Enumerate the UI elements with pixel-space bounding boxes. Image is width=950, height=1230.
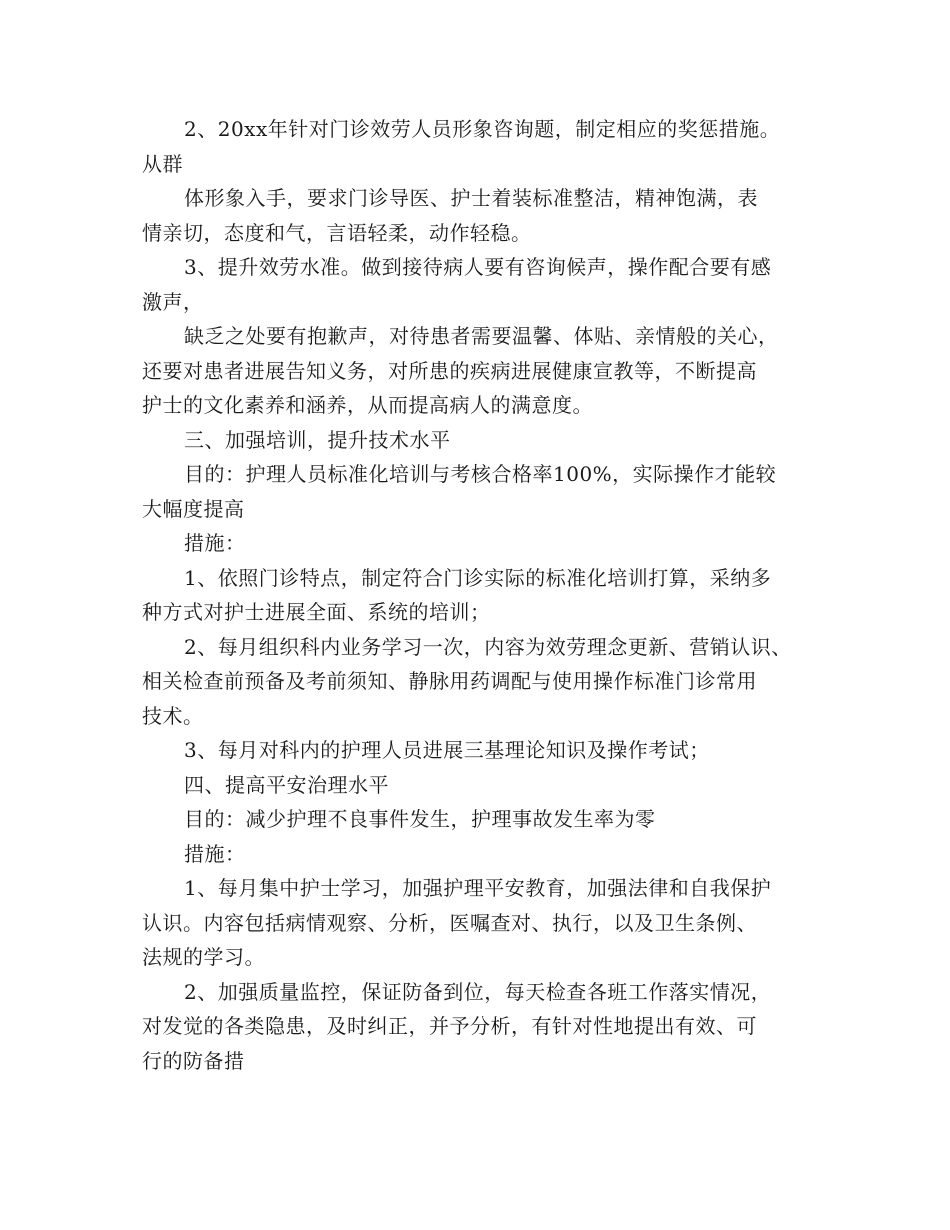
text-line: 目的：护理人员标准化培训与考核合格率100%，实际操作才能较	[184, 462, 777, 486]
text-line: 2、每月组织科内业务学习一次，内容为效劳理念更新、营销认识、	[184, 634, 792, 659]
text-line: 1、依照门诊特点，制定符合门诊实际的标准化培训打算，采纳多	[184, 565, 772, 590]
text-line: 2、加强质量监控，保证防备到位，每天检查各班工作落实情况，	[184, 979, 772, 1004]
section-heading: 四、提高平安治理水平	[184, 772, 389, 797]
text-line: 3、提升效劳水准。做到接待病人要有咨询候声，操作配合要有感	[184, 255, 772, 279]
text-line: 缺乏之处要有抱歉声，对待患者需要温馨、体贴、亲情般的关心，	[184, 324, 779, 348]
text-line: 认识。内容包括病情观察、分析，医嘱查对、执行，以及卫生条例、	[142, 910, 757, 935]
text-line: 情亲切，态度和气，言语轻柔，动作轻稳。	[142, 220, 532, 245]
text-line: 措施：	[184, 841, 246, 866]
text-line: 2、20xx年针对门诊效劳人员形象咨询题，制定相应的奖惩措施。	[184, 117, 781, 141]
text-line: 措施：	[184, 531, 246, 555]
text-line: 相关检查前预备及考前须知、静脉用药调配与使用操作标准门诊常用	[142, 669, 757, 693]
text-line: 3、每月对科内的护理人员进展三基理论知识及操作考试；	[184, 738, 710, 762]
text-line: 护士的文化素养和涵养，从而提高病人的满意度。	[142, 393, 593, 417]
text-line: 对发觉的各类隐患，及时纠正，并予分析，有针对性地提出有效、可	[142, 1014, 757, 1038]
text-line: 从群	[142, 151, 183, 176]
text-line: 还要对患者进展告知义务，对所患的疾病进展健康宣教等，不断提高	[142, 358, 757, 383]
text-line: 大幅度提高	[142, 496, 245, 521]
section-heading: 三、加强培训，提升技术水平	[184, 427, 451, 452]
text-line: 技术。	[142, 703, 204, 728]
text-line: 目的：减少护理不良事件发生，护理事故发生率为零	[184, 807, 656, 831]
text-line: 激声，	[142, 289, 204, 314]
document-body	[142, 112, 822, 1078]
text-line: 行的防备措	[142, 1048, 245, 1073]
text-line: 法规的学习。	[142, 945, 265, 969]
text-line: 1、每月集中护士学习，加强护理平安教育，加强法律和自我保护	[184, 876, 772, 900]
text-line: 体形象入手，要求门诊导医、护士着装标准整洁，精神饱满，表	[184, 186, 758, 210]
text-line: 种方式对护士进展全面、系统的培训；	[142, 600, 491, 624]
